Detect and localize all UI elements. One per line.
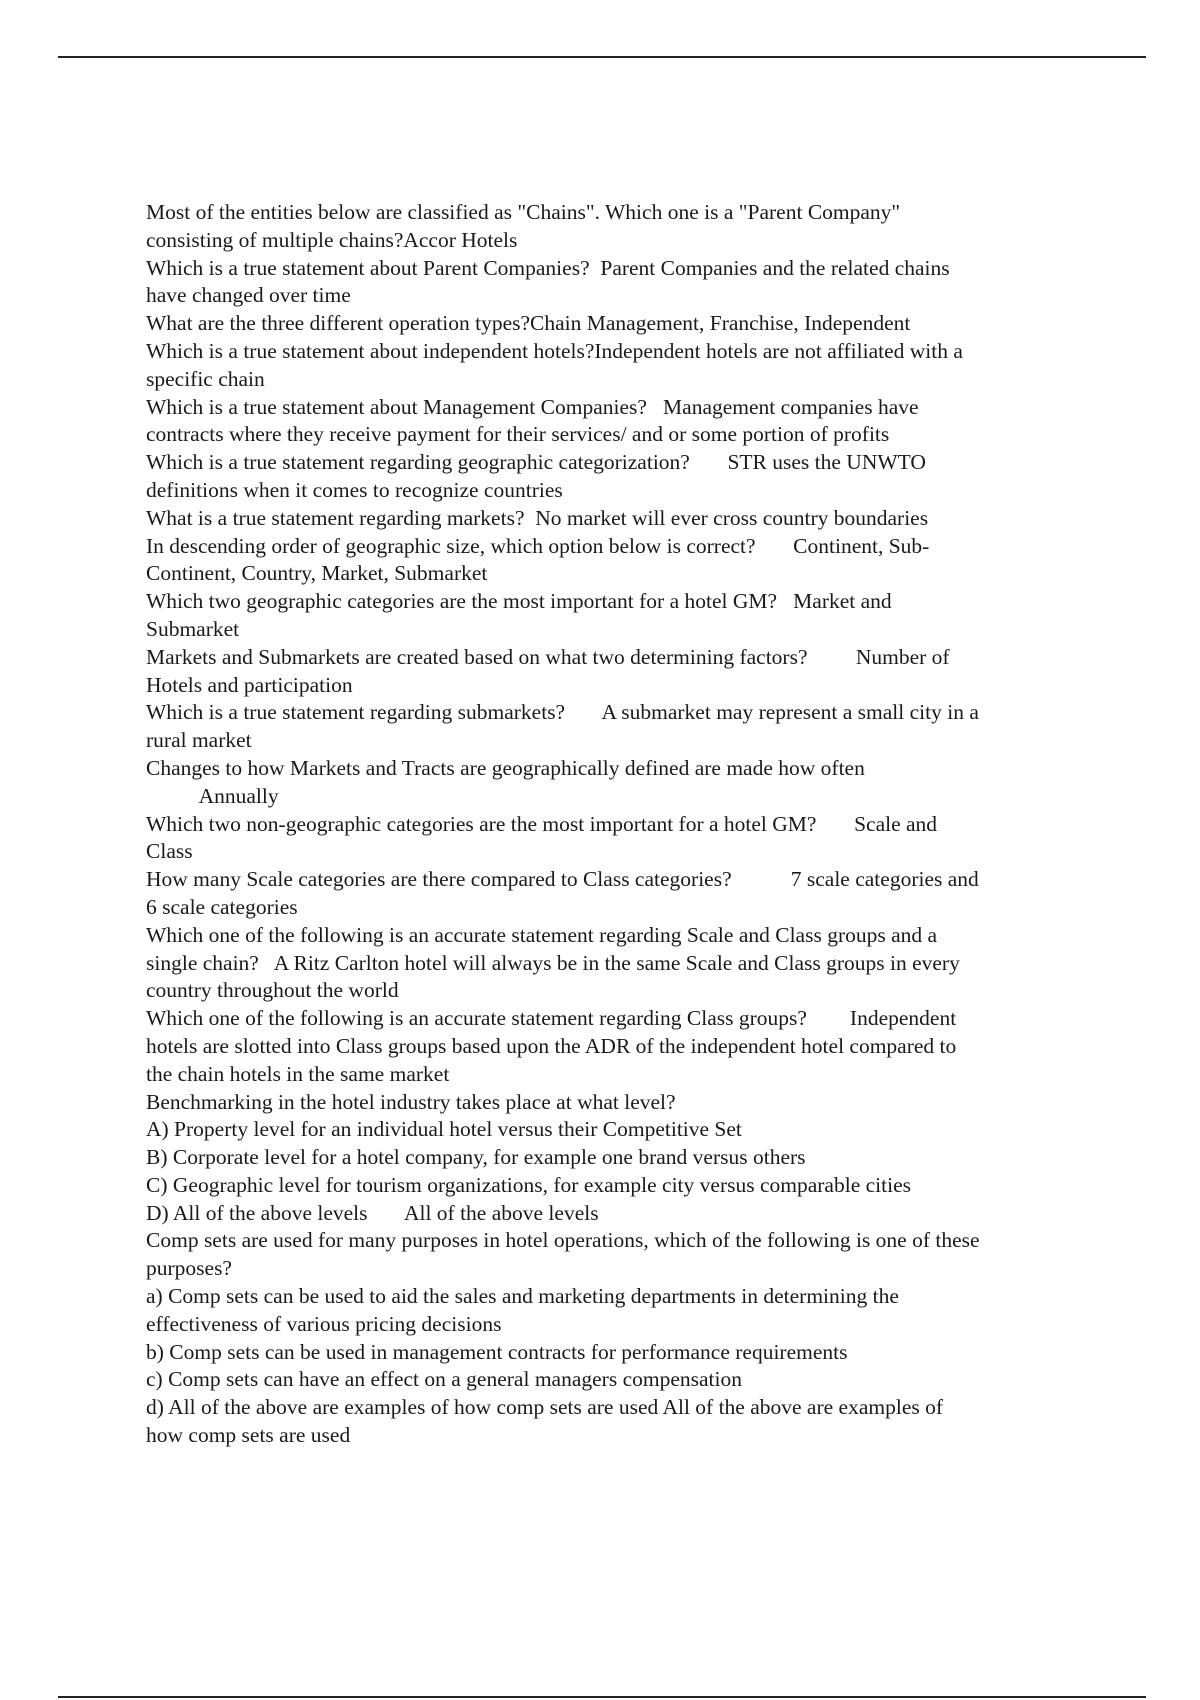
- text-line: Most of the entities below are classified as "Chains". Which one is a "Parent Company": [146, 200, 901, 224]
- text-line: 6 scale categories: [146, 894, 298, 919]
- document-body: [146, 199, 1096, 1450]
- text-line: Submarket: [146, 616, 240, 641]
- text-line: rural market: [146, 728, 252, 753]
- text-line: B) Corporate level for a hotel company, for example one brand versus others: [146, 1145, 806, 1170]
- text-line: Class: [146, 839, 193, 864]
- text-line: Which is a true statement about Management Companies? Management companies have: [146, 394, 919, 419]
- text-line: In descending order of geographic size, which option below is correct? Continent, Sub-: [146, 533, 930, 558]
- text-line: d) All of the above are examples of how comp sets are used All of the above are examples of: [146, 1395, 944, 1420]
- text-line: What are the three different operation types?Chain Management, Franchise, Independent: [146, 311, 911, 336]
- text-line: Which is a true statement regarding geographic categorization? STR uses the UNWTO: [146, 450, 926, 475]
- text-line: Benchmarking in the hotel industry takes place at what level?: [146, 1089, 676, 1114]
- text-line: specific chain: [146, 366, 265, 391]
- text-line: Which is a true statement about independent hotels?Independent hotels are not affiliated with a: [146, 338, 963, 363]
- text-line: the chain hotels in the same market: [146, 1061, 450, 1086]
- text-line: How many Scale categories are there compared to Class categories? 7 scale categories and: [146, 867, 979, 892]
- text-line: consisting of multiple chains?Accor Hotels: [146, 227, 518, 252]
- text-line: What is a true statement regarding markets? No market will ever cross country boundaries: [146, 505, 929, 530]
- text-line: b) Comp sets can be used in management contracts for performance requirements: [146, 1339, 848, 1364]
- text-line: Annually: [146, 783, 279, 808]
- text-line: D) All of the above levels All of the above levels: [146, 1200, 599, 1225]
- text-line: A) Property level for an individual hotel versus their Competitive Set: [146, 1117, 742, 1142]
- text-line: how comp sets are used: [146, 1423, 351, 1448]
- bottom-rule: [58, 1696, 1146, 1698]
- text-line: Markets and Submarkets are created based on what two determining factors? Number of: [146, 644, 950, 669]
- text-line: country throughout the world: [146, 978, 399, 1003]
- text-line: Which two non-geographic categories are the most important for a hotel GM? Scale and: [146, 811, 938, 836]
- text-line: c) Comp sets can have an effect on a general managers compensation: [146, 1367, 742, 1392]
- text-line: Which one of the following is an accurate statement regarding Class groups? Independent: [146, 1006, 957, 1031]
- text-line: Continent, Country, Market, Submarket: [146, 561, 488, 586]
- text-line: hotels are slotted into Class groups based upon the ADR of the independent hotel compared to: [146, 1033, 957, 1058]
- text-line: Which is a true statement about Parent Companies? Parent Companies and the related chains: [146, 255, 950, 280]
- text-line: Which two geographic categories are the most important for a hotel GM? Market and: [146, 589, 892, 614]
- text-line: a) Comp sets can be used to aid the sales and marketing departments in determining the: [146, 1284, 899, 1309]
- text-line: Hotels and participation: [146, 672, 353, 697]
- text-line: purposes?: [146, 1256, 232, 1281]
- text-line: Comp sets are used for many purposes in hotel operations, which of the following is one of these: [146, 1228, 980, 1253]
- text-line: effectiveness of various pricing decisions: [146, 1311, 502, 1336]
- top-rule: [58, 56, 1146, 58]
- text-line: definitions when it comes to recognize countries: [146, 477, 563, 502]
- text-line: have changed over time: [146, 283, 351, 308]
- text-line: contracts where they receive payment for their services/ and or some portion of profits: [146, 422, 890, 447]
- text-line: Which is a true statement regarding submarkets? A submarket may represent a small city in a: [146, 700, 979, 725]
- text-line: single chain? A Ritz Carlton hotel will always be in the same Scale and Class groups in every: [146, 950, 960, 975]
- text-line: C) Geographic level for tourism organizations, for example city versus comparable cities: [146, 1172, 911, 1197]
- text-line: Which one of the following is an accurate statement regarding Scale and Class groups and a: [146, 922, 938, 947]
- text-line: Changes to how Markets and Tracts are geographically defined are made how often: [146, 755, 865, 780]
